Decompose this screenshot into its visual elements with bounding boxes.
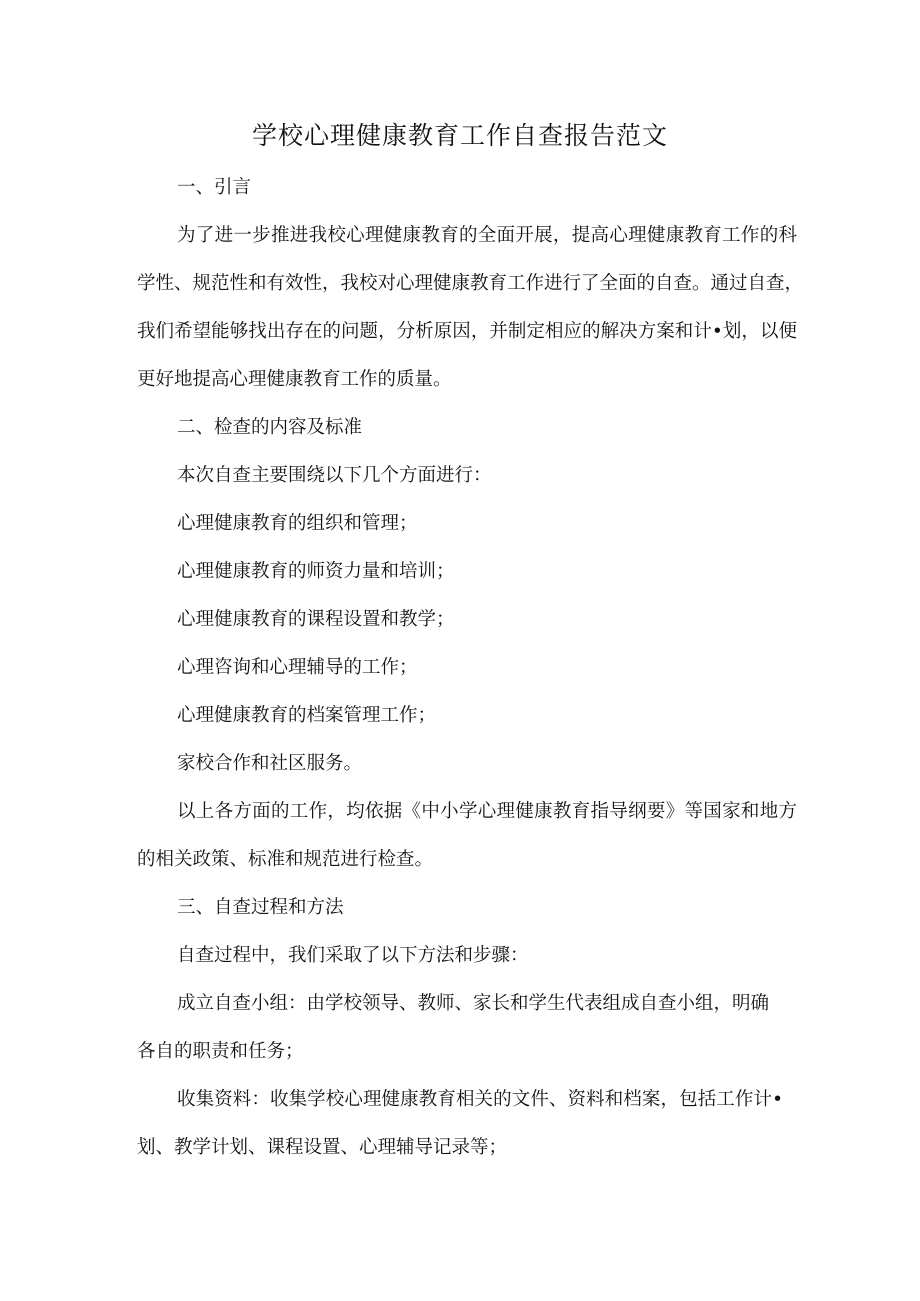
paragraph-line: 更好地提高心理健康教育工作的质量。 <box>137 369 452 390</box>
paragraph-line: 为了进一步推进我校心理健康教育的全面开展，提高心理健康教育工作的科 <box>177 225 797 246</box>
section-heading-content: 二、检查的内容及标准 <box>177 417 363 438</box>
paragraph-line: 本次自查主要围绕以下几个方面进行： <box>177 465 492 486</box>
paragraph-line: 的相关政策、标准和规范进行检查。 <box>137 849 434 870</box>
list-item: 心理健康教育的师资力量和培训； <box>177 561 455 582</box>
list-item: 心理健康教育的档案管理工作； <box>177 705 437 726</box>
list-item: 心理健康教育的组织和管理； <box>177 513 418 534</box>
paragraph-line: 自查过程中，我们采取了以下方法和步骤： <box>177 945 529 966</box>
document-title: 学校心理健康教育工作自查报告范文 <box>251 121 668 150</box>
paragraph-line: 我们希望能够找出存在的问题，分析原因，并制定相应的解决方案和计•划，以便 <box>137 321 797 342</box>
section-heading-intro: 一、引言 <box>177 177 252 198</box>
paragraph-line: 收集资料：收集学校心理健康教育相关的文件、资料和档案，包括工作计• <box>177 1089 783 1110</box>
paragraph-line: 各自的职责和任务； <box>137 1041 304 1062</box>
paragraph-line: 成立自查小组：由学校领导、教师、家长和学生代表组成自查小组，明确 <box>177 993 770 1014</box>
list-item: 心理咨询和心理辅导的工作； <box>177 657 418 678</box>
paragraph-line: 划、教学计划、课程设置、心理辅导记录等； <box>137 1137 508 1158</box>
section-heading-process: 三、自查过程和方法 <box>177 897 344 918</box>
paragraph-line: 以上各方面的工作，均依据《中小学心理健康教育指导纲要》等国家和地方 <box>177 801 797 822</box>
paragraph-line: 学性、规范性和有效性，我校对心理健康教育工作进行了全面的自查。通过自查， <box>137 273 804 294</box>
list-item: 家校合作和社区服务。 <box>177 753 363 774</box>
list-item: 心理健康教育的课程设置和教学； <box>177 609 455 630</box>
